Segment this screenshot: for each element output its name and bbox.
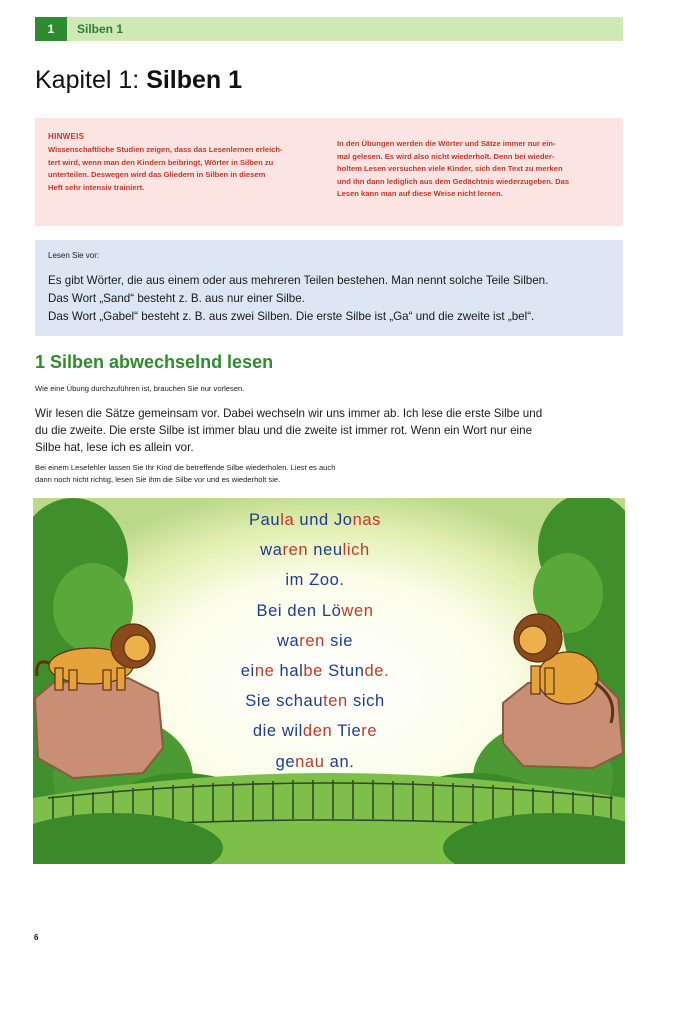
syllable-blue: sich [347, 692, 385, 711]
hinweis-left-column [48, 144, 318, 194]
section-instruction-note: Wie eine Übung durchzuführen ist, brauchen Sie nur vorlesen. [35, 384, 245, 393]
poem-line [200, 535, 430, 565]
syllable-blue: Lö [321, 601, 342, 620]
hinweis-line: mal gelesen. Es wird also nicht wiederholt. Denn bei wieder- [337, 151, 555, 161]
hinweis-box [35, 118, 623, 226]
poem-line [200, 505, 430, 535]
page-number: 6 [34, 933, 39, 942]
poem-line [200, 626, 430, 656]
syllable-red: nas [352, 511, 381, 529]
body-line: du die zweite. Die erste Silbe ist immer blau und die zweite ist immer rot. Wenn ein Wort nur eine [35, 424, 533, 437]
read-aloud-line: Es gibt Wörter, die aus einem oder aus mehreren Teilen bestehen. Man nennt solche Teile Silben. [48, 274, 549, 287]
syllable-red: nau [295, 752, 325, 771]
syllable-blue: ge [275, 752, 296, 771]
error-handling-note [35, 462, 455, 486]
syllable-blue: Stun [322, 662, 365, 681]
syllable-blue: schau [276, 692, 324, 711]
note-line: Bei einem Lesefehler lassen Sie Ihr Kind die betreffende Silbe wiederholen. Liest es auch [35, 463, 336, 472]
syllable-blue: Jo [333, 511, 353, 529]
body-line: Wir lesen die Sätze gemeinsam vor. Dabei wechseln wir uns immer ab. Ich lese die erste Silbe und [35, 407, 543, 420]
poem-line [200, 747, 430, 777]
syllable-red: re [361, 722, 378, 741]
read-aloud-line: Das Wort „Sand“ besteht z. B. aus nur einer Silbe. [48, 292, 305, 305]
note-line: dann noch nicht richtig, lesen Sie ihm die Silbe vor und es wiederholt sie. [35, 475, 281, 484]
poem-line [200, 656, 430, 686]
syllable-red: la [280, 511, 295, 529]
syllable-red: ten [323, 692, 348, 711]
hinweis-line: unterteilen. Deswegen wird das Gliedern in Silben in diesem [48, 170, 266, 179]
body-line: Silbe hat, lese ich es allein vor. [35, 441, 194, 454]
hinweis-line: Lesen kann man auf diese Weise nicht lernen. [337, 189, 503, 198]
section-title: 1 Silben abwechselnd lesen [35, 352, 274, 372]
chapter-number-badge: 1 [35, 17, 67, 41]
syllable-blue: im Zoo. [285, 571, 345, 590]
poem-line [200, 565, 430, 595]
syllable-blue: wa [260, 541, 283, 560]
poem-line [200, 716, 430, 746]
syllable-blue: Pau [249, 511, 281, 529]
hinweis-line: tert wird, wenn man den Kindern beibringt, Wörter in Silben zu [48, 157, 274, 167]
hinweis-line: Heft sehr intensiv trainiert. [48, 182, 145, 192]
chapter-title-prefix: Kapitel 1: [35, 66, 147, 94]
read-aloud-line: Das Wort „Gabel“ besteht z. B. aus zwei Silben. Die erste Silbe ist „Ga“ und die zweite ist „bel“. [48, 310, 535, 323]
syllable-red: lich [342, 541, 370, 560]
syllable-red: be [303, 662, 323, 681]
syllable-red: de. [364, 662, 390, 681]
syllable-blue: und [294, 511, 334, 529]
syllable-blue: die [252, 722, 282, 741]
poem-line [200, 596, 430, 626]
hinweis-line: holtem Lesen versuchen viele Kinder, sich den Text zu merken [337, 164, 563, 173]
syllable-blue: sie [324, 631, 354, 650]
syllable-blue: wa [276, 631, 300, 650]
chapter-title-main: Silben 1 [146, 66, 243, 94]
syllable-blue: an. [324, 752, 355, 771]
syllable-blue: neu [308, 541, 343, 560]
syllable-red: ren [282, 541, 309, 560]
hinweis-line: Wissenschaftliche Studien zeigen, dass das Lesenlernen erleich- [48, 145, 283, 154]
syllable-red: ren [299, 631, 325, 650]
hinweis-heading: HINWEIS [48, 132, 85, 141]
read-aloud-heading: Lesen Sie vor: [48, 251, 100, 260]
syllable-poem [200, 505, 430, 777]
page-title [35, 66, 242, 95]
section-body-text [35, 405, 625, 456]
hinweis-line: In den Übungen werden die Wörter und Sätze immer nur ein- [337, 139, 556, 148]
syllable-blue: wil [281, 722, 303, 741]
syllable-blue: Bei den [256, 601, 322, 620]
chapter-header-title: Silben 1 [77, 22, 124, 36]
read-aloud-box [35, 240, 623, 336]
syllable-blue: Sie [245, 692, 277, 711]
syllable-blue: Tie [332, 722, 362, 741]
syllable-red: wen [341, 601, 374, 620]
syllable-blue: hal [274, 662, 304, 681]
poem-line [200, 686, 430, 716]
syllable-red: den [302, 722, 333, 741]
syllable-blue: ei [240, 662, 255, 681]
read-aloud-text [48, 272, 618, 326]
hinweis-right-column [337, 138, 619, 201]
chapter-header-bar [35, 17, 623, 41]
syllable-red: ne [254, 662, 275, 681]
left-rock [35, 678, 163, 778]
hinweis-line: und ihn dann lediglich aus dem Gedächtnis wiederzugeben. Das [337, 176, 570, 186]
